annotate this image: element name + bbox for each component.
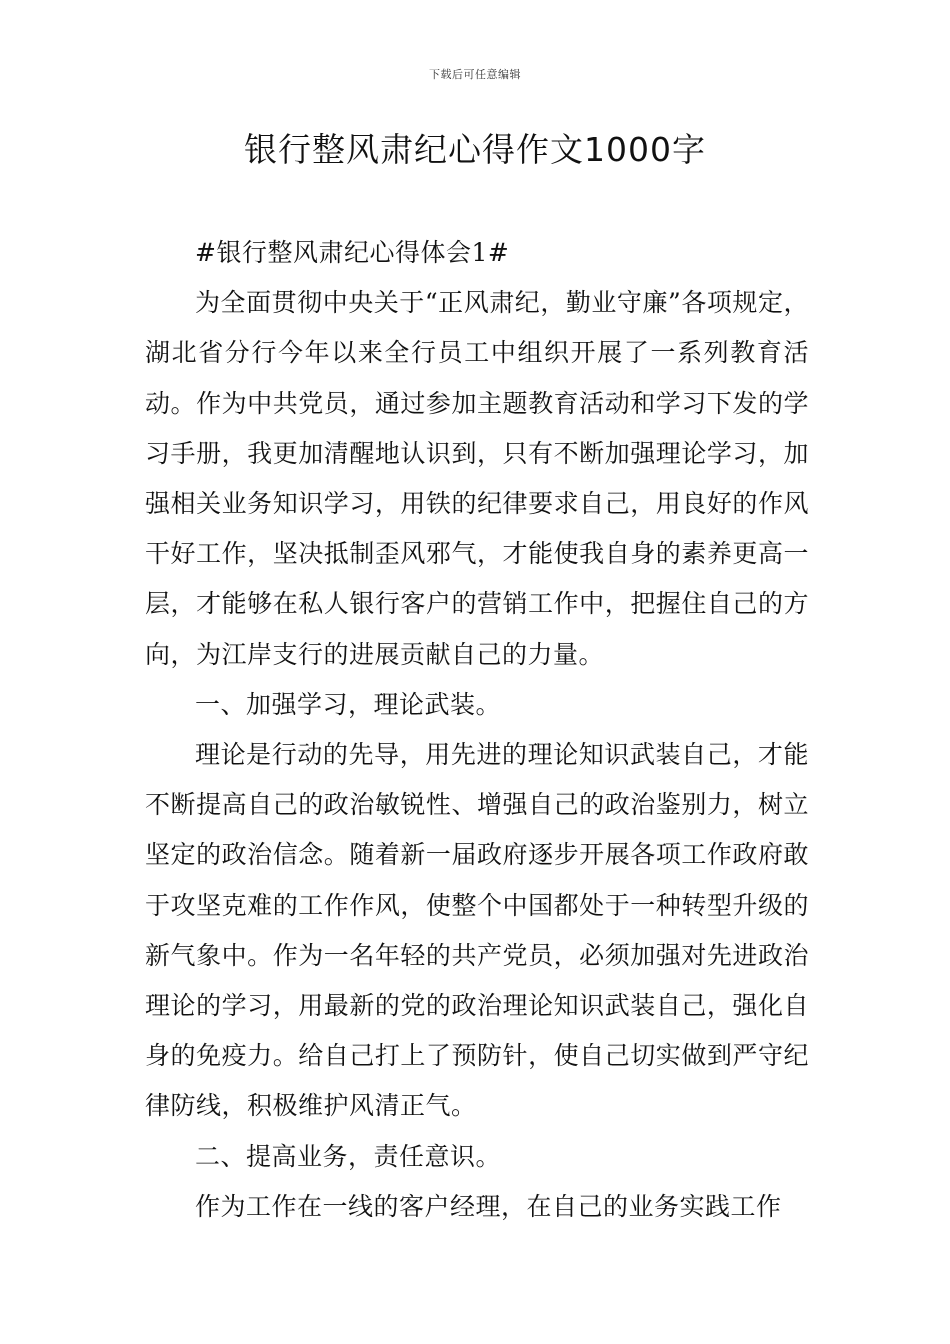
body-paragraph: 理论是行动的先导，用先进的理论知识武装自己，才能不断提高自己的政治敏锐性、增强自己的政治鉴别力，树立坚定的政治信念。随着新一届政府逐步开展各项工作政府敢于攻坚克难的工作作风，使整个中国都处于一种转型升级的新气象中。作为一名年轻的共产党员，必须加强对先进政治理论的学习，用最新的党的政治理论知识武装自己，强化自身的免疫力。给自己打上了预防针，使自己切实做到严守纪律防线，积极维护风清正气。 (145, 740, 809, 1121)
body-paragraph: 作为工作在一线的客户经理，在自己的业务实践工作 (195, 1191, 782, 1221)
header-note: 下载后可任意编辑 (429, 68, 521, 81)
document-title: 银行整风肃纪心得作文1000字 (244, 130, 706, 169)
body-paragraph: 为全面贯彻中央关于“正风肃纪，勤业守廉”各项规定，湖北省分行今年以来全行员工中组织开展了一系列教育活动。作为中共党员，通过参加主题教育活动和学习下发的学习手册，我更加清醒地认识到，只有不断加强理论学习，加强相关业务知识学习，用铁的纪律要求自己，用良好的作风干好工作，坚决抵制歪风邪气，才能使我自身的素养更高一层，才能够在私人银行客户的营销工作中，把握住自己的方向，为江岸支行的进展贡献自己的力量。 (145, 288, 809, 669)
section-heading: 一、加强学习，理论武装。 (195, 689, 502, 719)
section-heading: 二、提高业务，责任意识。 (195, 1141, 502, 1171)
document-body (145, 228, 809, 1232)
section-heading: #银行整风肃纪心得体会1# (195, 238, 510, 267)
